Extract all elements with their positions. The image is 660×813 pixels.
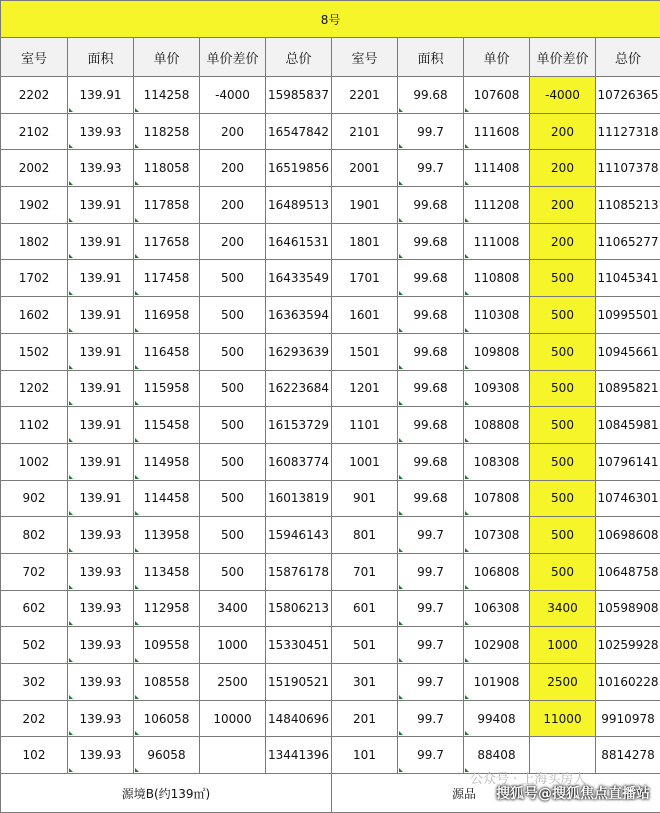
table-cell: 116958	[134, 297, 200, 334]
table-cell: 139.93	[68, 664, 134, 701]
table-cell: 99.68	[398, 443, 464, 480]
column-header: 室号	[332, 38, 398, 77]
table-cell: 99.68	[398, 480, 464, 517]
table-cell: 11065277	[596, 223, 660, 260]
table-cell: 2202	[1, 77, 68, 114]
table-cell: 16013819	[266, 480, 332, 517]
table-cell: 102908	[464, 627, 530, 664]
table-cell: 11045341	[596, 260, 660, 297]
table-cell: 99.68	[398, 407, 464, 444]
table-cell: 15330451	[266, 627, 332, 664]
column-header: 单价差价	[530, 38, 596, 77]
table-cell: 139.91	[68, 77, 134, 114]
table-cell: 107608	[464, 77, 530, 114]
table-cell: 139.93	[68, 700, 134, 737]
table-cell: 16547842	[266, 113, 332, 150]
table-cell: 502	[1, 627, 68, 664]
table-row	[1, 700, 660, 737]
table-cell: -4000	[200, 77, 266, 114]
table-cell: 139.93	[68, 553, 134, 590]
table-cell: 115458	[134, 407, 200, 444]
watermark: 搜狐号@搜狐焦点直播站	[496, 783, 650, 803]
table-row	[1, 480, 660, 517]
table-cell: 16433549	[266, 260, 332, 297]
table-row	[1, 223, 660, 260]
table-cell: 15806213	[266, 590, 332, 627]
table-cell: 108558	[134, 664, 200, 701]
table-cell: 116458	[134, 333, 200, 370]
table-cell: 500	[530, 480, 596, 517]
table-cell: 139.93	[68, 113, 134, 150]
table-cell: 139.91	[68, 297, 134, 334]
table-cell: 10845981	[596, 407, 660, 444]
table-cell: 500	[200, 480, 266, 517]
table-cell: 1000	[530, 627, 596, 664]
table-cell: 500	[200, 407, 266, 444]
table-cell: 701	[332, 553, 398, 590]
table-cell: 1000	[200, 627, 266, 664]
table-cell: 99.7	[398, 664, 464, 701]
table-cell: 500	[530, 370, 596, 407]
table-cell: 106308	[464, 590, 530, 627]
table-cell: 1701	[332, 260, 398, 297]
table-cell: 111208	[464, 187, 530, 224]
table-cell: 110808	[464, 260, 530, 297]
table-cell: 112958	[134, 590, 200, 627]
table-cell: 3400	[530, 590, 596, 627]
table-cell: 16461531	[266, 223, 332, 260]
table-cell: 200	[530, 187, 596, 224]
table-row	[1, 297, 660, 334]
table-cell: 500	[200, 370, 266, 407]
table-row	[1, 553, 660, 590]
table-row	[1, 370, 660, 407]
table-cell: 1102	[1, 407, 68, 444]
footer-right-label: 源品	[332, 774, 660, 813]
table-cell: 11107378	[596, 150, 660, 187]
table-cell: 115958	[134, 370, 200, 407]
table-cell: 10746301	[596, 480, 660, 517]
table-cell: 500	[200, 297, 266, 334]
table-cell: 108308	[464, 443, 530, 480]
table-cell: 1601	[332, 297, 398, 334]
table-cell: 1202	[1, 370, 68, 407]
table-cell: 139.91	[68, 370, 134, 407]
table-cell: 200	[200, 223, 266, 260]
table-cell: 801	[332, 517, 398, 554]
table-row	[1, 407, 660, 444]
table-cell: 202	[1, 700, 68, 737]
table-cell: 13441396	[266, 737, 332, 774]
table-row	[1, 260, 660, 297]
table-cell: 2102	[1, 113, 68, 150]
table-cell: 1801	[332, 223, 398, 260]
table-cell: 117658	[134, 223, 200, 260]
table-cell: 2001	[332, 150, 398, 187]
table-cell: 106808	[464, 553, 530, 590]
table-cell: 107808	[464, 480, 530, 517]
table-cell: 99.7	[398, 590, 464, 627]
table-cell: 11085213	[596, 187, 660, 224]
table-cell: 99408	[464, 700, 530, 737]
table-cell: 702	[1, 553, 68, 590]
table-row	[1, 517, 660, 554]
table-cell: 99.68	[398, 333, 464, 370]
table-cell: 500	[530, 407, 596, 444]
table-cell: 1101	[332, 407, 398, 444]
table-cell: 500	[530, 553, 596, 590]
table-cell: 88408	[464, 737, 530, 774]
table-cell: 11000	[530, 700, 596, 737]
table-cell: 99.68	[398, 187, 464, 224]
table-cell: 102	[1, 737, 68, 774]
footer-left-label: 源境B(约139㎡)	[1, 774, 332, 813]
table-cell: 99.68	[398, 297, 464, 334]
table-cell: 117458	[134, 260, 200, 297]
table-cell: 500	[530, 333, 596, 370]
table-cell: 500	[530, 297, 596, 334]
table-cell: 111008	[464, 223, 530, 260]
table-cell: 500	[200, 333, 266, 370]
table-cell: 16083774	[266, 443, 332, 480]
table-cell: 108808	[464, 407, 530, 444]
table-cell: 111408	[464, 150, 530, 187]
table-cell: 139.93	[68, 590, 134, 627]
table-cell: 10726365	[596, 77, 660, 114]
table-cell: 2500	[200, 664, 266, 701]
table-cell: 500	[200, 443, 266, 480]
table-cell: 109558	[134, 627, 200, 664]
table-cell: 1702	[1, 260, 68, 297]
table-cell: 500	[200, 553, 266, 590]
table-cell: 200	[200, 150, 266, 187]
table-cell: 10995501	[596, 297, 660, 334]
table-cell: 2002	[1, 150, 68, 187]
table-cell: 139.91	[68, 333, 134, 370]
table-cell: 96058	[134, 737, 200, 774]
table-cell: 139.91	[68, 443, 134, 480]
title-row	[1, 1, 660, 38]
table-cell: 901	[332, 480, 398, 517]
table-cell: 1901	[332, 187, 398, 224]
table-cell: 201	[332, 700, 398, 737]
building-title: 8号	[1, 1, 660, 38]
table-cell: 10598908	[596, 590, 660, 627]
column-header: 面积	[68, 38, 134, 77]
table-cell: 1002	[1, 443, 68, 480]
table-cell: 200	[530, 150, 596, 187]
table-cell: 99.7	[398, 150, 464, 187]
table-cell: 113458	[134, 553, 200, 590]
table-cell: 15946143	[266, 517, 332, 554]
table-cell: 302	[1, 664, 68, 701]
table-cell: 118058	[134, 150, 200, 187]
table-row	[1, 443, 660, 480]
table-cell: 139.93	[68, 517, 134, 554]
table-cell: 1602	[1, 297, 68, 334]
table-cell: 902	[1, 480, 68, 517]
table-cell: 10648758	[596, 553, 660, 590]
table-cell: -4000	[530, 77, 596, 114]
table-cell: 15190521	[266, 664, 332, 701]
table-row	[1, 664, 660, 701]
watermark-faint: 公众号 · 上海买房人	[470, 768, 586, 787]
column-header: 总价	[596, 38, 660, 77]
table-cell: 10259928	[596, 627, 660, 664]
table-cell: 16153729	[266, 407, 332, 444]
column-header: 单价差价	[200, 38, 266, 77]
table-row	[1, 77, 660, 114]
table-cell: 110308	[464, 297, 530, 334]
table-cell: 99.7	[398, 553, 464, 590]
table-cell: 2500	[530, 664, 596, 701]
column-header: 单价	[464, 38, 530, 77]
table-cell: 109808	[464, 333, 530, 370]
table-cell: 99.68	[398, 223, 464, 260]
table-cell: 139.91	[68, 480, 134, 517]
table-cell: 139.91	[68, 187, 134, 224]
table-cell: 2101	[332, 113, 398, 150]
column-header: 总价	[266, 38, 332, 77]
table-cell: 99.68	[398, 77, 464, 114]
table-cell: 1501	[332, 333, 398, 370]
table-cell: 114958	[134, 443, 200, 480]
table-cell: 500	[200, 260, 266, 297]
table-cell: 16519856	[266, 150, 332, 187]
table-cell: 200	[530, 223, 596, 260]
table-cell: 15876178	[266, 553, 332, 590]
table-cell: 501	[332, 627, 398, 664]
column-header: 室号	[1, 38, 68, 77]
table-cell: 99.68	[398, 370, 464, 407]
table-cell: 106058	[134, 700, 200, 737]
table-cell: 99.7	[398, 627, 464, 664]
table-cell: 10160228	[596, 664, 660, 701]
table-cell: 139.93	[68, 737, 134, 774]
table-cell: 15985837	[266, 77, 332, 114]
table-row	[1, 150, 660, 187]
table-cell: 109308	[464, 370, 530, 407]
table-cell: 99.7	[398, 737, 464, 774]
table-cell: 200	[200, 187, 266, 224]
table-cell: 14840696	[266, 700, 332, 737]
table-cell: 139.91	[68, 407, 134, 444]
table-cell: 16363594	[266, 297, 332, 334]
table-cell: 101	[332, 737, 398, 774]
table-cell: 113958	[134, 517, 200, 554]
table-cell: 114458	[134, 480, 200, 517]
table-cell: 99.68	[398, 260, 464, 297]
table-cell: 500	[200, 517, 266, 554]
table-cell: 139.93	[68, 627, 134, 664]
table-cell: 8814278	[596, 737, 660, 774]
table-cell: 10945661	[596, 333, 660, 370]
table-cell: 99.7	[398, 517, 464, 554]
table-cell: 101908	[464, 664, 530, 701]
table-cell: 10698608	[596, 517, 660, 554]
table-cell: 1201	[332, 370, 398, 407]
table-cell: 1502	[1, 333, 68, 370]
table-cell: 114258	[134, 77, 200, 114]
table-cell: 16223684	[266, 370, 332, 407]
table-cell: 602	[1, 590, 68, 627]
table-row	[1, 333, 660, 370]
table-row	[1, 187, 660, 224]
table-cell: 107308	[464, 517, 530, 554]
table-cell: 500	[530, 260, 596, 297]
table-cell: 1001	[332, 443, 398, 480]
table-cell: 99.7	[398, 700, 464, 737]
table-row	[1, 590, 660, 627]
table-cell: 10796141	[596, 443, 660, 480]
table-cell: 3400	[200, 590, 266, 627]
table-cell: 1902	[1, 187, 68, 224]
column-header: 面积	[398, 38, 464, 77]
table-cell: 10895821	[596, 370, 660, 407]
table-cell: 200	[200, 113, 266, 150]
table-cell: 16489513	[266, 187, 332, 224]
table-cell: 500	[530, 517, 596, 554]
table-cell: 118258	[134, 113, 200, 150]
table-cell: 802	[1, 517, 68, 554]
table-cell: 139.93	[68, 150, 134, 187]
table-cell: 139.91	[68, 223, 134, 260]
table-row	[1, 113, 660, 150]
table-cell: 16293639	[266, 333, 332, 370]
table-cell: 111608	[464, 113, 530, 150]
table-cell	[200, 737, 266, 774]
table-cell: 200	[530, 113, 596, 150]
table-cell: 139.91	[68, 260, 134, 297]
table-cell: 500	[530, 443, 596, 480]
table-cell: 601	[332, 590, 398, 627]
table-row	[1, 627, 660, 664]
table-cell: 10000	[200, 700, 266, 737]
table-cell: 117858	[134, 187, 200, 224]
table-cell: 9910978	[596, 700, 660, 737]
table-cell: 301	[332, 664, 398, 701]
table-cell: 2201	[332, 77, 398, 114]
header-row	[1, 38, 660, 77]
table-cell: 99.7	[398, 113, 464, 150]
table-cell: 1802	[1, 223, 68, 260]
column-header: 单价	[134, 38, 200, 77]
table-cell: 11127318	[596, 113, 660, 150]
